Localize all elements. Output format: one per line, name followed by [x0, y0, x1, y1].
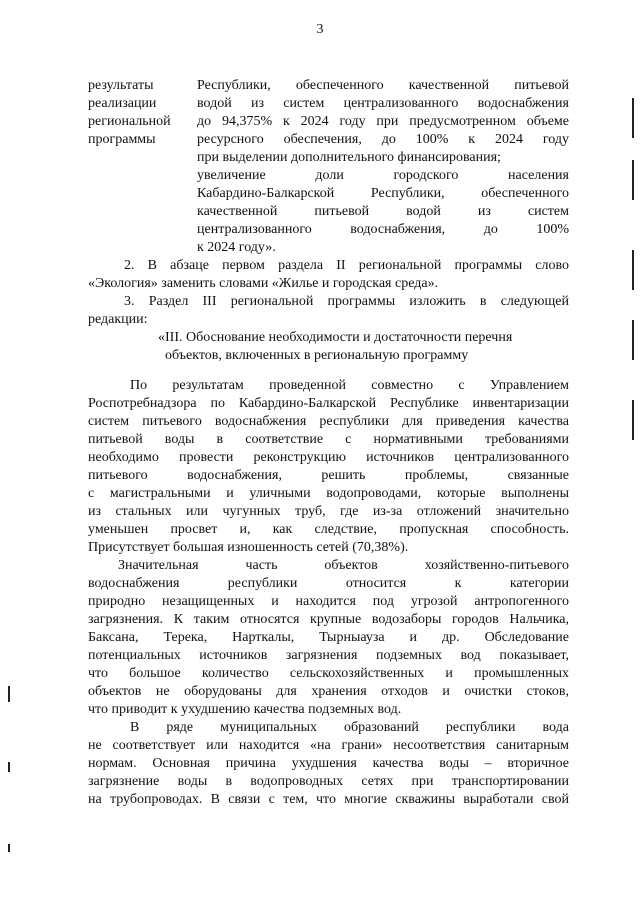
text-line: 3. Раздел III региональной программы изложить в следующей [124, 294, 569, 309]
right-cell-line: при выделении дополнительного финансирования; [197, 150, 501, 165]
text-line: что большое количество сельскохозяйственных и промышленных [88, 666, 569, 681]
text-line: Роспотребнадзора по Кабардино-Балкарской Республике инвентаризации [88, 396, 569, 411]
right-cell-line: до 94,375% к 2024 году при предусмотренном объеме [197, 114, 569, 129]
text-line: водоснабжения республики относится к категории [88, 576, 569, 591]
left-cell-line: программы [88, 132, 156, 147]
text-line: природно незащищенных и находится под угрозой антропогенного [88, 594, 569, 609]
scan-margin-mark [632, 250, 634, 290]
text-line: В ряде муниципальных образований республики вода [130, 720, 569, 735]
heading-line: «III. Обоснование необходимости и достаточности перечня [158, 330, 513, 345]
text-line: «Экология» заменить словами «Жилье и городская среда». [88, 276, 439, 291]
section-heading [88, 329, 569, 365]
text-line: Присутствует большая изношенность сетей (70,38%). [88, 540, 409, 555]
scan-margin-mark [8, 844, 10, 852]
text-line: из стальных или чугунных труб, где из-за отложений значительно [88, 504, 569, 519]
paragraph [88, 377, 569, 557]
right-cell-line: ресурсного обеспечения, до 100% к 2024 году [197, 132, 569, 147]
page-number: 3 [316, 22, 324, 37]
left-cell-line: региональной [88, 114, 171, 129]
scan-margin-mark [632, 160, 634, 200]
text-line: с магистральными и уличными водопроводами, которые выполнены [88, 486, 569, 501]
paragraph [88, 557, 569, 719]
right-cell-line: централизованного водоснабжения, до 100% [197, 222, 569, 237]
scan-margin-mark [632, 400, 634, 440]
right-cell-line: Кабардино-Балкарской Республики, обеспеченного [197, 186, 569, 201]
text-line: потенциальных источников загрязнения подземных вод показывает, [88, 648, 569, 663]
left-cell-line: реализации [88, 96, 157, 111]
amendments-block [88, 257, 569, 329]
right-cell-line: водой из систем централизованного водоснабжения [197, 96, 569, 111]
text-line: нормам. Основная причина ухудшения качества воды – вторичное [88, 756, 569, 771]
scan-margin-mark [632, 98, 634, 138]
text-line: не соответствует или находится «на грани» несоответствия санитарным [88, 738, 569, 753]
text-line: 2. В абзаце первом раздела II региональной программы слово [124, 258, 569, 273]
paragraph [88, 719, 569, 809]
text-line: питьевой воды в соответствие с нормативными требованиями [88, 432, 569, 447]
text-line: что приводит к ухудшению качества подземных вод. [88, 702, 402, 717]
text-line: загрязнения. К таким относятся крупные водозаборы городов Нальчика, [88, 612, 569, 627]
scan-margin-mark [8, 686, 10, 702]
text-line: систем питьевого водоснабжения республики для приведения качества [88, 414, 569, 429]
text-line: питьевого водоснабжения, решить проблемы, связанные [88, 468, 569, 483]
right-cell-line: Республики, обеспеченного качественной питьевой [197, 78, 569, 93]
text-line: объектов не оборудованы для хранения отходов и очистки стоков, [88, 684, 569, 699]
text-line: необходимо провести реконструкцию источников централизованного [88, 450, 569, 465]
scan-margin-mark [8, 762, 10, 772]
text-line: Баксана, Терека, Нарткалы, Тырныауза и др. Обследование [88, 630, 569, 645]
text-line: загрязнение воды в водопроводных сетях при транспортировании [88, 774, 569, 789]
left-cell-line: результаты [88, 78, 154, 93]
table-left-cell [88, 77, 188, 149]
text-line: По результатам проведенной совместно с Управлением [130, 378, 569, 393]
right-cell-line: качественной питьевой водой из систем [197, 204, 569, 219]
text-line: редакции: [88, 312, 148, 327]
heading-line: объектов, включенных в региональную программу [165, 348, 469, 363]
scan-margin-mark [632, 320, 634, 360]
right-cell-line: увеличение доли городского населения [197, 168, 569, 183]
right-cell-line: к 2024 году». [197, 240, 276, 255]
text-line: на трубопроводах. В связи с тем, что многие скважины выработали свой [88, 792, 569, 807]
text-line: уменьшен просвет и, как следствие, пропускная способность. [88, 522, 569, 537]
text-line: Значительная часть объектов хозяйственно-питьевого [118, 558, 569, 573]
table-right-cell [197, 77, 569, 257]
